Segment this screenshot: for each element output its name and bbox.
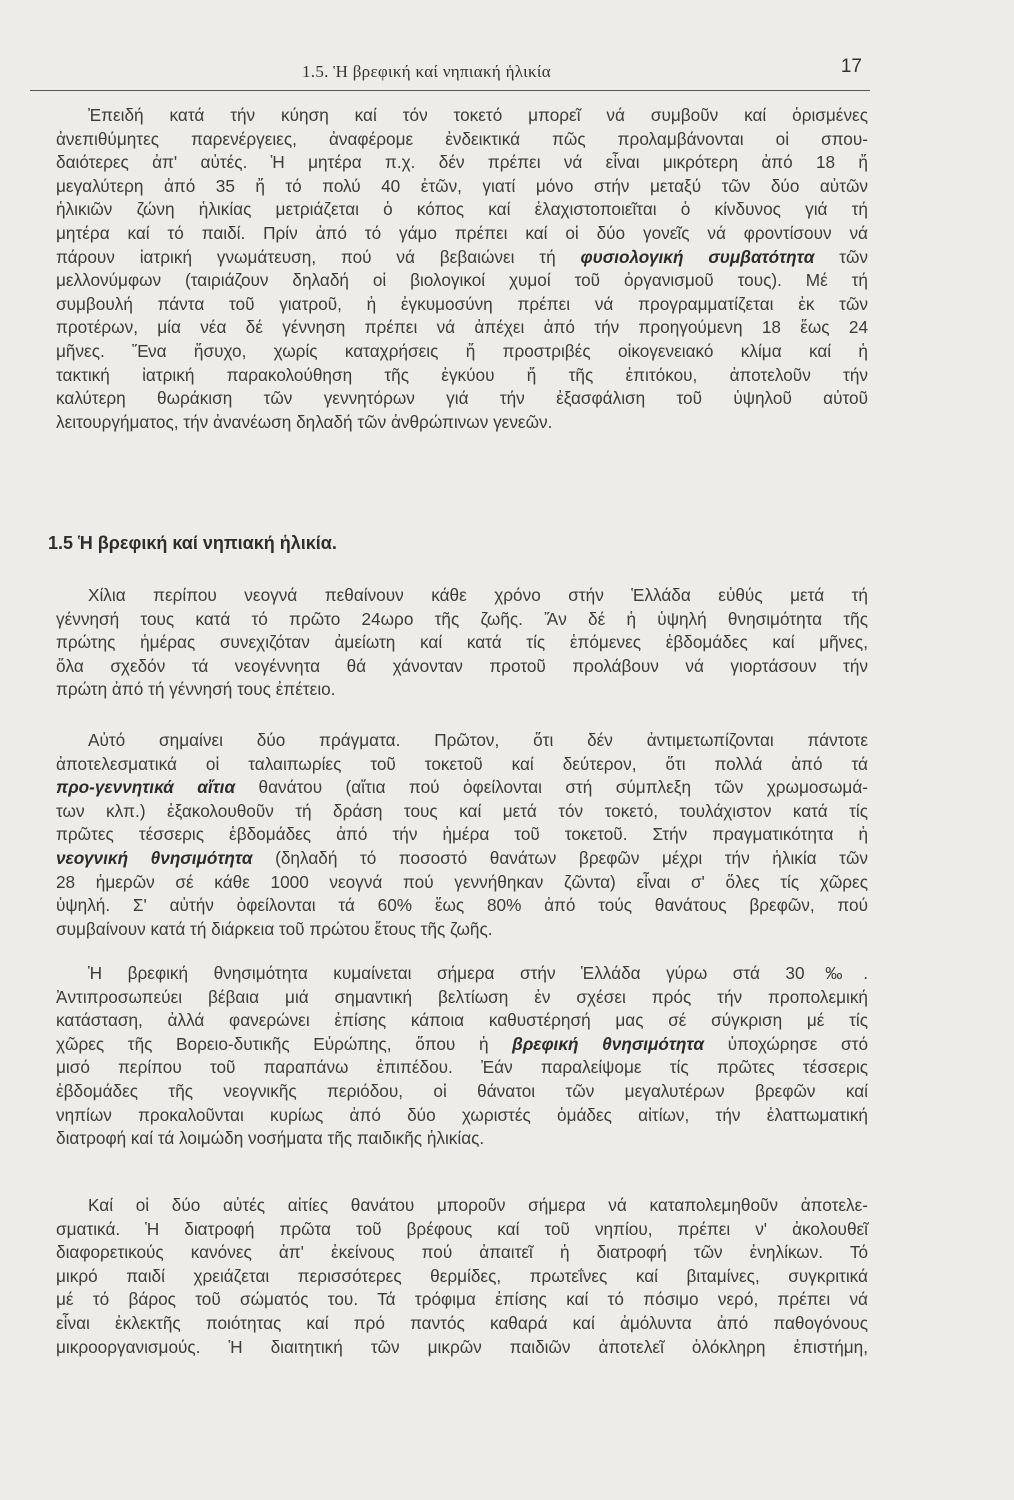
paragraph-infant-mortality: [56, 962, 868, 1151]
text-line: ἀνεπιθύμητες παρενέργειες, ἀναφέρομε ἐνδεικτικά πῶς προλαμβάνονται οἱ σπου-: [56, 128, 868, 149]
text-segment: πάρουν ἰατρική γνωμάτευση, πού νά βεβαιώνει τή: [56, 246, 556, 267]
text-line: νηπίων προκαλοῦνται κυρίως ἀπό δύο χωριστές ὁμάδες αἰτίων, τήν ἐλαττωματική: [56, 1104, 868, 1125]
text-line: ὅλα σχεδόν τά νεογέννητα θά χάνονταν προτοῦ προλάβουν νά γιορτάσουν τήν: [56, 655, 868, 676]
text-line: σματικά. Ἡ διατροφή πρῶτα τοῦ βρέφους καί τοῦ νηπίου, πρέπει ν' ἀκολουθεῖ: [56, 1218, 868, 1239]
page-number: 17: [840, 56, 862, 77]
running-title: 1.5. Ἡ βρεφική καί νηπιακή ἡλικία: [302, 62, 551, 81]
paragraph-nutrition: [56, 1194, 868, 1359]
text-line: πρώτης ἡμέρας συνεχιζόταν ἀμείωτη καί κατά τίς ἑπόμενες ἑβδομάδες καί μῆνες,: [56, 632, 868, 653]
emphasis-infant-mortality: βρεφική θνησιμότητα: [512, 1033, 705, 1054]
text-line: Αὐτό σημαίνει δύο πράγματα. Πρῶτον, ὅτι δέν ἀντιμετωπίζονται πάντοτε: [88, 730, 868, 750]
paragraph-neonatal-mortality: [56, 729, 868, 941]
text-line: Ἡ βρεφική θνησιμότητα κυμαίνεται σήμερα στήν Ἑλλάδα γύρω στά 30‰.: [88, 963, 868, 983]
text-line: μικροοργανισμούς. Ἡ διαιτητική τῶν μικρῶν παιδιῶν ἀποτελεῖ ὁλόκληρη ἐπιστήμη,: [56, 1336, 868, 1357]
text-line: ὑψηλή. Σ' αὐτήν ὀφείλονται τά 60% ἕως 80% ἀπό τούς θανάτους βρεφῶν, πού: [56, 895, 868, 916]
text-line: πρώτη ἀπό τή γέννησή τους ἐπέτειο.: [56, 679, 336, 700]
text-line: των κλπ.) ἐξακολουθοῦν τή δράση τους καί μετά τόν τοκετό, τουλάχιστον κατά τίς: [56, 800, 868, 821]
text-line: Ἀντιπροσωπεύει βέβαια μιά σημαντική βελτίωση ἐν σχέσει πρός τήν προπολεμική: [56, 986, 868, 1007]
paragraph-newborn-deaths: [56, 584, 868, 702]
text-line: [56, 1033, 868, 1057]
paragraph-pregnancy-precautions: [56, 104, 868, 434]
text-line: μισό περίπου τοῦ παραπάνω ἐπιπέδου. Ἐάν παραλείψομε τίς πρῶτες τέσσερις: [56, 1057, 868, 1078]
text-line: Ἐπειδή κατά τήν κύηση καί τόν τοκετό μπορεῖ νά συμβοῦν καί ὁρισμένες: [88, 105, 868, 125]
text-line: [56, 246, 868, 270]
text-line: ἑβδομάδες τῆς νεογνικῆς περιόδου, οἱ θάνατοι τῶν μεγαλυτέρων βρεφῶν καί: [56, 1080, 868, 1101]
emphasis-neonatal-mortality: νεογνική θνησιμότητα: [56, 847, 253, 868]
text-line: μητέρα καί τό παιδί. Πρίν ἀπό τό γάμο πρέπει καί οἱ δύο γονεῖς νά φροντίσουν νά: [56, 222, 868, 243]
text-line: Χίλια περίπου νεογνά πεθαίνουν κάθε χρόνο στήν Ἑλλάδα εὐθύς μετά τή: [88, 585, 868, 605]
text-line: ἀποτελεσματικά οἱ ταλαιπωρίες τοῦ τοκετοῦ καί δεύτερον, ὅτι πολλά ἀπό τά: [56, 753, 868, 774]
text-line: συμβουλή πάντα τοῦ γιατροῦ, ἡ ἐγκυμοσύνη πρέπει νά προγραμματίζεται ἐκ τῶν: [56, 293, 868, 314]
text-line: προτέρων, μία νέα δέ γέννηση πρέπει νά ἀπέχει ἀπό τήν προηγούμενη 18 ἕως 24: [56, 317, 868, 338]
text-line: ἡλικιῶν ζώνη ἡλικίας μετριάζεται ὁ κόπος καί ἐλαχιστοποιεῖται ὁ κίνδυνος γιά τή: [56, 199, 868, 220]
text-line: [56, 776, 868, 800]
text-line: γέννησή τους κατά τό πρῶτο 24ωρο τῆς ζωῆς. Ἄν δέ ἡ ὑψηλή θνησιμότητα τῆς: [56, 608, 868, 629]
text-line: [56, 847, 868, 871]
text-line: καλύτερη θωράκιση τῶν γεννητόρων γιά τήν ἐξασφάλιση τοῦ ὑψηλοῦ αὐτοῦ: [56, 388, 868, 409]
text-line: 28 ἡμερῶν σέ κάθε 1000 νεογνά πού γεννήθηκαν ζῶντα) εἶναι σ' ὅλες τίς χῶρες: [56, 871, 868, 892]
text-line: μέ τό βάρος τοῦ σώματός του. Τά τρόφιμα ἐπίσης καί τό πόσιμο νερό, πρέπει νά: [56, 1289, 868, 1310]
text-line: μεγαλύτερη ἀπό 35 ἤ τό πολύ 40 ἐτῶν, γιατί μόνο στήν μεταξύ τῶν δύο αὐτῶν: [56, 175, 868, 196]
text-line: συμβαίνουν κατά τή διάρκεια τοῦ πρώτου ἔτους τῆς ζωῆς.: [56, 918, 493, 939]
text-line: λειτουργήματος, τήν ἀνανέωση δηλαδή τῶν ἀνθρώπινων γενεῶν.: [56, 411, 553, 432]
text-line: μελλονύμφων (ταιριάζουν δηλαδή οἱ βιολογικοί χυμοί τοῦ ὀργανισμοῦ τους). Μέ τή: [56, 270, 868, 291]
text-segment: τῶν: [814, 246, 869, 267]
text-segment: ὑποχώρησε στό: [704, 1033, 868, 1054]
text-segment: (δηλαδή τό ποσοστό θανάτων βρεφῶν μέχρι τήν ἡλικία τῶν: [252, 847, 868, 868]
text-segment: θανάτου (αἴτια πού ὀφείλονται στή σύμπλεξη τῶν χρωμοσωμά-: [235, 777, 868, 798]
text-line: Καί οἱ δύο αὐτές αἰτίες θανάτου μποροῦν σήμερα νά καταπολεμηθοῦν ἀποτελε-: [88, 1195, 868, 1215]
section-heading: 1.5 Ἡ βρεφική καί νηπιακή ἡλικία.: [48, 533, 337, 553]
text-line: διαφορετικούς κανόνες ἀπ' ἐκείνους πού ἀπαιτεῖ ἡ διατροφή τῶν ἐνηλίκων. Τό: [56, 1242, 868, 1263]
text-segment: χῶρες τῆς Βορειο-δυτικῆς Εὐρώπης, ὅπου ἡ: [56, 1033, 513, 1054]
emphasis-physiological-compatibility: φυσιολογική συμβατότητα: [580, 246, 815, 267]
text-line: κατάσταση, ἀλλά φανερώνει ἐπίσης κάποια καθυστέρησή μας σέ σύγκριση μέ τίς: [56, 1010, 868, 1031]
text-line: μικρό παιδί χρειάζεται περισσότερες θερμίδες, πρωτεΐνες καί βιταμίνες, συγκριτικά: [56, 1265, 868, 1286]
text-line: εἶναι ἐκλεκτῆς ποιότητας καί πρό παντός καθαρά καί ἀμόλυντα ἀπό παθογόνους: [56, 1312, 868, 1333]
text-line: μῆνες. Ἕνα ἥσυχο, χωρίς καταχρήσεις ἤ προστριβές οἰκογενειακό κλίμα καί ἡ: [56, 340, 868, 361]
emphasis-prenatal-causes: προ-γεννητικά αἴτια: [56, 777, 236, 798]
text-line: διατροφή καί τά λοιμώδη νοσήματα τῆς παιδικῆς ἡλικίας.: [56, 1128, 485, 1149]
text-line: πρῶτες τέσσερις ἑβδομάδες ἀπό τήν ἡμέρα τοῦ τοκετοῦ. Στήν πραγματικότητα ἡ: [56, 824, 868, 845]
text-line: δαιότερες ἀπ' αὐτές. Ἡ μητέρα π.χ. δέν πρέπει νά εἶναι μικρότερη ἀπό 18 ἤ: [56, 152, 868, 173]
running-header: [30, 56, 870, 91]
text-line: τακτική ἰατρική παρακολούθηση τῆς ἐγκύου ἤ τῆς ἐπιτόκου, ἀποτελοῦν τήν: [56, 364, 868, 385]
